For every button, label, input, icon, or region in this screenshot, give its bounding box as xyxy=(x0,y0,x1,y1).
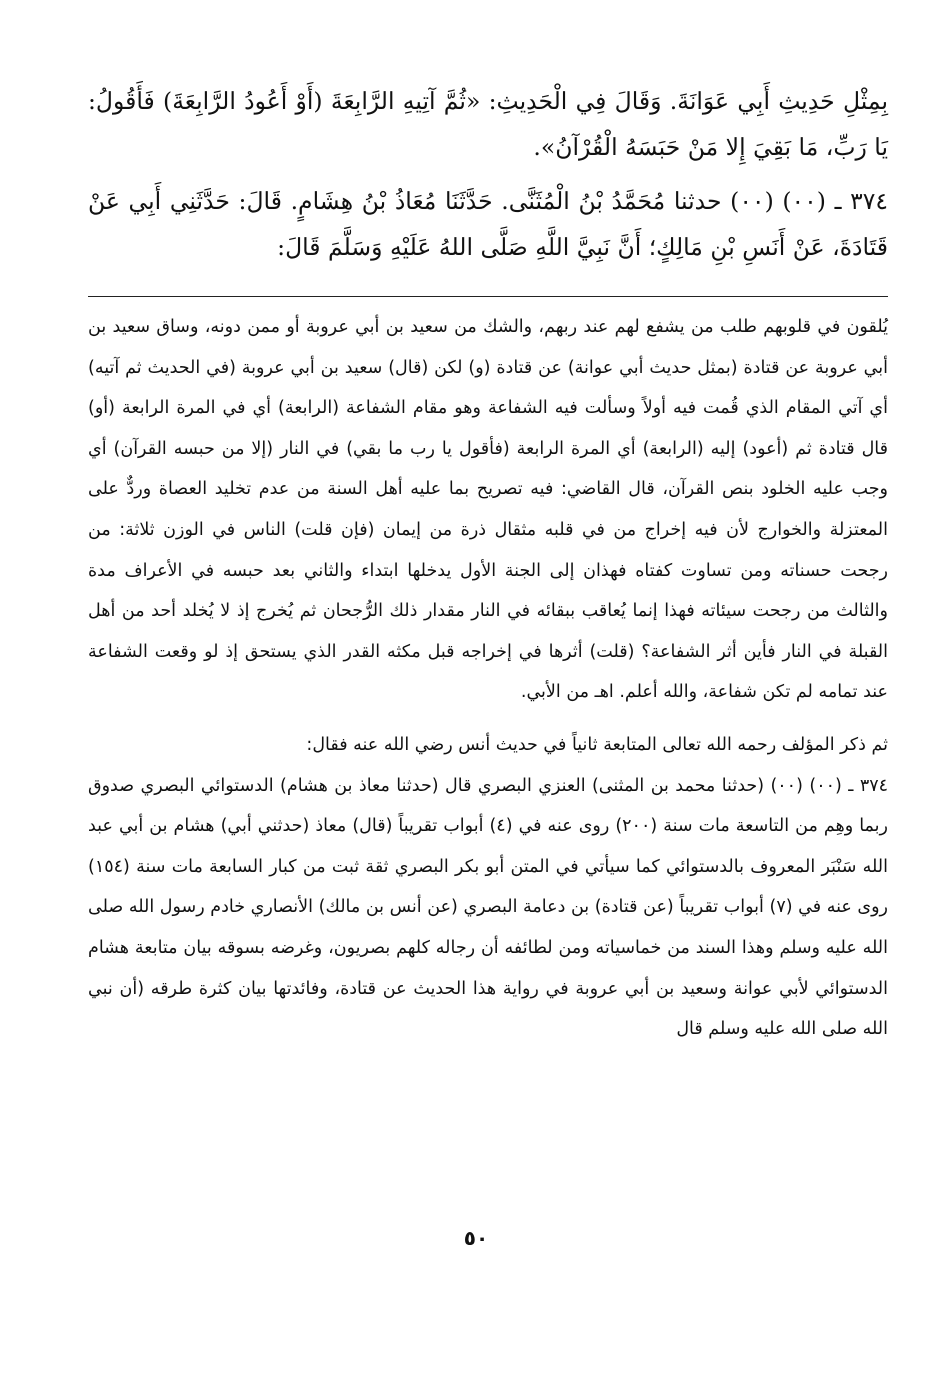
separator-line xyxy=(88,296,888,297)
page-body xyxy=(88,78,888,1050)
commentary-paragraph: ٣٧٤ ـ (٠٠) (٠٠) (حدثنا محمد بن المثنى) العنزي البصري قال (حدثنا معاذ بن هشام) الدستوائي البصري صدوق ربما وهِم من التاسعة مات سنة (٢٠٠) روى عنه في (٤) أبواب تقريباً (قال) معاذ (حدثني أبي) هشام بن أبي عبد الله سَنْبَر المعروف بالدستوائي كما سيأتي في المتن أبو بكر البصري ثقة ثبت من كبار السابعة مات سنة (١٥٤) روى عنه في (٧) أبواب تقريباً (عن قتادة) بن دعامة البصري (عن أنس بن مالك) الأنصاري خادم رسول الله صلى الله عليه وسلم وهذا السند من خماسياته ومن لطائفه أن رجاله كلهم بصريون، وغرضه بسوقه بيان متابعة هشام الدستوائي لأبي عوانة وسعيد بن أبي عروبة في رواية هذا الحديث عن قتادة، وفائدتها بيان كثرة طرقه (أن نبي الله صلى الله عليه وسلم قال xyxy=(88,775,889,1040)
hadith-paragraph: ٣٧٤ ـ (٠٠) (٠٠) حدثنا مُحَمَّدُ بْنُ الْمُثَنَّى. حَدَّثَنَا مُعَاذُ بْنُ هِشَامٍ. قَالَ: حَدَّثَنِي أَبِي عَنْ قَتَادَةَ، عَنْ أَنَسِ بْنِ مَالِكٍ؛ أَنَّ نَبِيَّ اللَّهِ صَلَّى اللهُ عَلَيْهِ وَسَلَّمَ قَالَ: xyxy=(88,187,889,261)
commentary-block xyxy=(88,307,888,1050)
hadith-paragraph: بِمِثْلِ حَدِيثِ أَبِي عَوَانَةَ. وَقَالَ فِي الْحَدِيثِ: «ثُمَّ آتِيهِ الرَّابِعَةَ (أَوْ أَعُودُ الرَّابِعَةَ) فَأَقُولُ: يَا رَبِّ، مَا بَقِيَ إِلا مَنْ حَبَسَهُ الْقُرْآنُ». xyxy=(88,87,888,161)
commentary-paragraph: ثم ذكر المؤلف رحمه الله تعالى المتابعة ثانياً في حديث أنس رضي الله عنه فقال: xyxy=(306,734,888,755)
commentary-paragraph: يُلقون في قلوبهم طلب من يشفع لهم عند ربهم، والشك من سعيد بن أبي عروبة أو ممن دونه، وساق سعيد بن أبي عروبة عن قتادة (بمثل حديث أبي عوانة) عن قتادة (و) لكن (قال) سعيد بن أبي عروبة (في الحديث ثم آتيه) أي آتي المقام الذي قُمت فيه أولاً وسألت فيه الشفاعة وهو مقام الشفاعة (الرابعة) أي في المرة الرابعة (أو) قال قتادة ثم (أعود) إليه (الرابعة) أي المرة الرابعة (فأقول يا رب ما بقي) في النار (إلا من حبسه القرآن) أي وجب عليه الخلود بنص القرآن، قال القاضي: فيه تصريح بما عليه أهل السنة من عدم تخليد العصاة وردٌّ على المعتزلة والخوارج لأن فيه إخراج من في قلبه مثقال ذرة من إيمان (فإن قلت) الناس في الوزن ثلاثة: من رجحت حسناته ومن تساوت كفتاه فهذان إلى الجنة الأول يدخلها ابتداء والثاني بعد حبسه في الأعراف مدة والثالث من رجحت سيئاته فهذا إنما يُعاقب ببقائه في النار مقدار ذلك الرُّجحان ثم يُخرج إذ لا يُخلد أحد من أهل القبلة في النار فأين أثر الشفاعة؟ (قلت) أثرها في إخراجه قبل مكثه القدر الذي يستحق إذ لو وقعت الشفاعة عند تمامه لم تكن شفاعة، والله أعلم. اهـ من الأبي. xyxy=(88,317,888,703)
page-number: ٥٠ xyxy=(463,1226,489,1250)
hadith-text-block xyxy=(88,78,888,270)
